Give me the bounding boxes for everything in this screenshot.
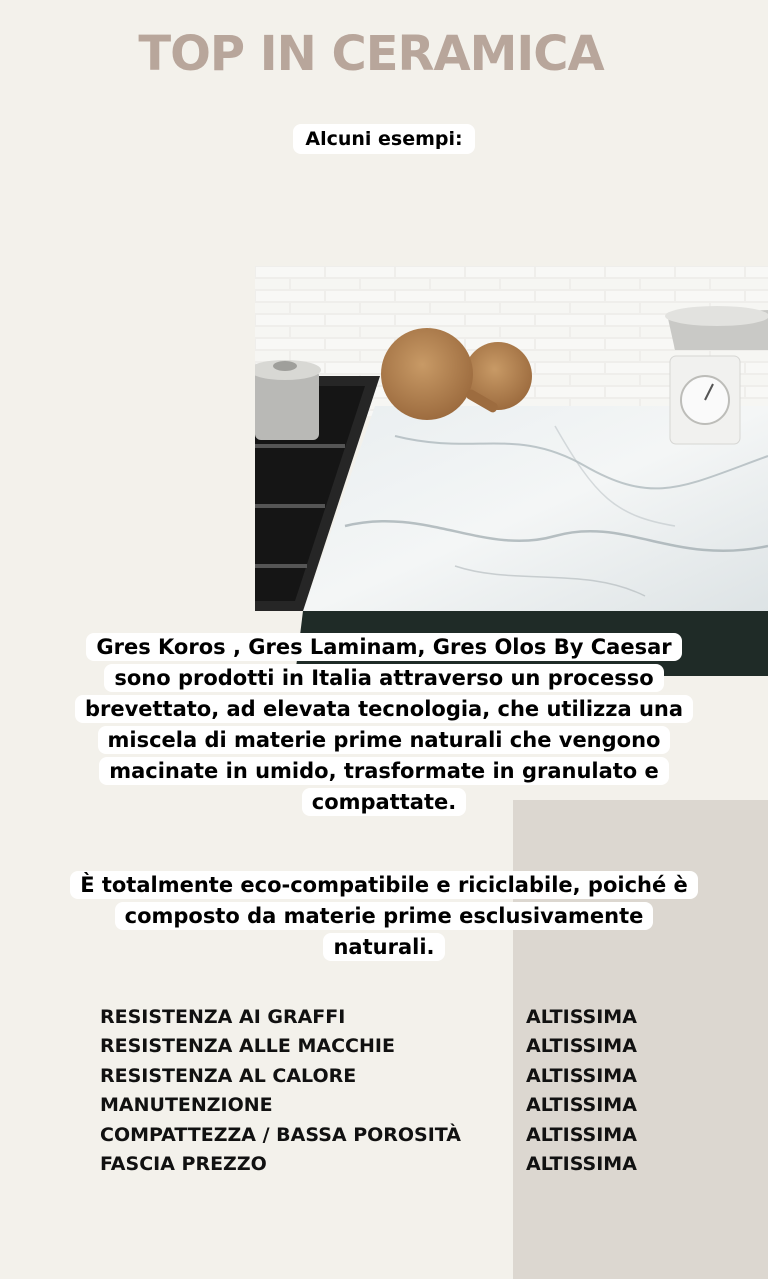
spec-label: MANUTENZIONE	[100, 1094, 273, 1117]
eco-paragraph	[40, 870, 728, 963]
spec-row	[100, 1091, 637, 1121]
eco-line: composto da materie prime esclusivamente	[40, 901, 728, 932]
spec-label: RESISTENZA AI GRAFFI	[100, 1005, 346, 1028]
description-line: miscela di materie prime naturali che vengono	[40, 725, 728, 756]
spec-label: RESISTENZA AL CALORE	[100, 1064, 357, 1087]
description-line: macinate in umido, trasformate in granulato e	[40, 756, 728, 787]
spec-label: RESISTENZA ALLE MACCHIE	[100, 1035, 395, 1058]
eco-line: naturali.	[40, 932, 728, 963]
spec-label: FASCIA PREZZO	[100, 1153, 267, 1176]
spec-row	[100, 1061, 637, 1091]
spec-value: ALTISSIMA	[526, 1153, 637, 1176]
description-line: Gres Koros , Gres Laminam, Gres Olos By Caesar	[40, 632, 728, 663]
spec-row	[100, 1002, 637, 1032]
spec-row	[100, 1032, 637, 1062]
spec-value: ALTISSIMA	[526, 1005, 637, 1028]
description-paragraph	[40, 632, 728, 818]
kitchen-countertop-photo	[255, 266, 768, 676]
description-line: brevettato, ad elevata tecnologia, che utilizza una	[40, 694, 728, 725]
eco-line: È totalmente eco-compatibile e riciclabile, poiché è	[40, 870, 728, 901]
page-title: TOP IN CERAMICA	[138, 26, 604, 82]
spec-label: COMPATTEZZA / BASSA POROSITÀ	[100, 1123, 461, 1146]
subtitle: Alcuni esempi:	[293, 124, 474, 154]
spec-row	[100, 1150, 637, 1180]
description-line: compattate.	[40, 787, 728, 818]
description-line: sono prodotti in Italia attraverso un processo	[40, 663, 728, 694]
subtitle-container	[0, 124, 768, 154]
spec-value: ALTISSIMA	[526, 1123, 637, 1146]
specs-table	[100, 1002, 637, 1179]
spec-value: ALTISSIMA	[526, 1064, 637, 1087]
spec-value: ALTISSIMA	[526, 1094, 637, 1117]
spec-value: ALTISSIMA	[526, 1035, 637, 1058]
spec-row	[100, 1120, 637, 1150]
